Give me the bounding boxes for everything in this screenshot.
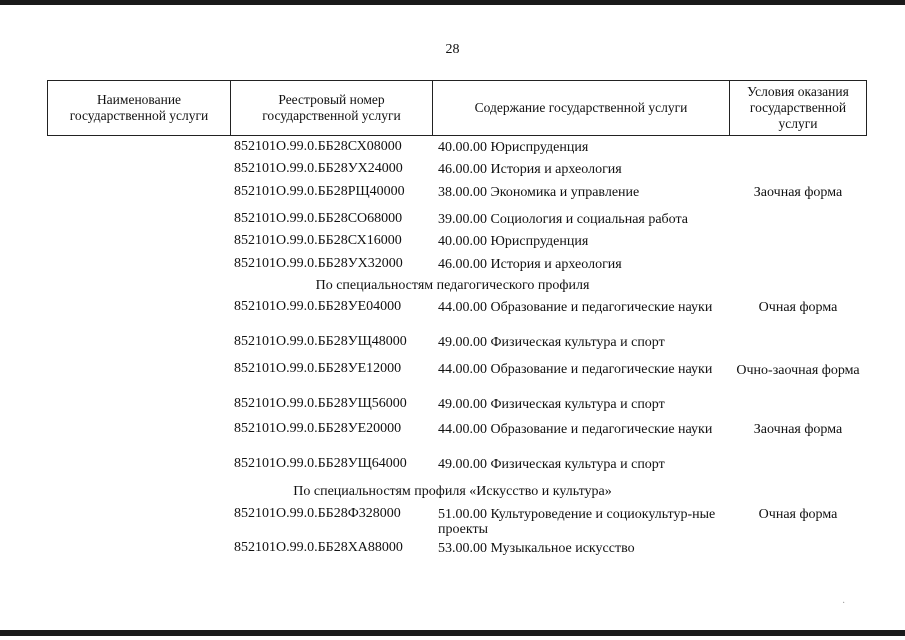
- service-content: 53.00.00 Музыкальное искусство: [438, 541, 635, 556]
- service-content: 49.00.00 Физическая культура и спорт: [438, 457, 665, 472]
- service-content: 46.00.00 История и археология: [438, 162, 622, 177]
- service-content: 40.00.00 Юриспруденция: [438, 234, 589, 249]
- registry-code: 852101О.99.0.ББ28УЩ64000: [234, 456, 407, 471]
- bottom-border-bar: [0, 630, 905, 636]
- service-content: 39.00.00 Социология и социальная работа: [438, 212, 688, 227]
- service-content: 44.00.00 Образование и педагогические науки: [438, 300, 713, 315]
- service-condition: Очная форма: [758, 507, 838, 522]
- registry-code: 852101О.99.0.ББ28УЩ48000: [234, 334, 407, 349]
- section-heading: По специальностям профиля «Искусство и культура»: [293, 484, 612, 499]
- registry-code: 852101О.99.0.ББ28УЕ12000: [234, 361, 402, 376]
- service-content: 51.00.00 Культуроведение и социокультур-ные проекты: [438, 507, 716, 537]
- registry-code: 852101О.99.0.ББ28УХ24000: [234, 161, 403, 176]
- header-service-conditions: Условия оказания государственной услуги: [729, 80, 867, 136]
- service-condition: Заочная форма: [753, 422, 843, 437]
- registry-code: 852101О.99.0.ББ28РЩ40000: [234, 184, 405, 199]
- service-content: 44.00.00 Образование и педагогические науки: [438, 362, 713, 377]
- page-number: 28: [445, 42, 460, 57]
- service-condition: Очно-заочная форма: [736, 363, 860, 378]
- registry-code: 852101О.99.0.ББ28УЕ20000: [234, 421, 402, 436]
- registry-code: 852101О.99.0.ББ28СХ08000: [234, 139, 402, 154]
- registry-code: 852101О.99.0.ББ28ХА88000: [234, 540, 403, 555]
- service-content: 46.00.00 История и археология: [438, 257, 622, 272]
- top-border-bar: [0, 0, 905, 5]
- header-registry-number: Реестровый номер государственной услуги: [230, 80, 432, 136]
- service-content: 44.00.00 Образование и педагогические науки: [438, 422, 713, 437]
- section-heading: По специальностям педагогического профиля: [315, 278, 590, 293]
- registry-code: 852101О.99.0.ББ28УХ32000: [234, 256, 403, 271]
- service-condition: Очная форма: [758, 300, 838, 315]
- service-content: 49.00.00 Физическая культура и спорт: [438, 397, 665, 412]
- header-service-name: Наименование государственной услуги: [47, 80, 230, 136]
- registry-code: 852101О.99.0.ББ28УЕ04000: [234, 299, 402, 314]
- registry-code: 852101О.99.0.ББ28УЩ56000: [234, 396, 407, 411]
- service-condition: Заочная форма: [753, 185, 843, 200]
- service-content: 49.00.00 Физическая культура и спорт: [438, 335, 665, 350]
- service-content: 38.00.00 Экономика и управление: [438, 185, 640, 200]
- scan-speck: ·: [842, 598, 846, 609]
- service-content: 40.00.00 Юриспруденция: [438, 140, 589, 155]
- header-service-content: Содержание государственной услуги: [432, 80, 729, 136]
- registry-code: 852101О.99.0.ББ28Ф328000: [234, 506, 401, 521]
- registry-code: 852101О.99.0.ББ28СХ16000: [234, 233, 402, 248]
- registry-code: 852101О.99.0.ББ28СО68000: [234, 211, 403, 226]
